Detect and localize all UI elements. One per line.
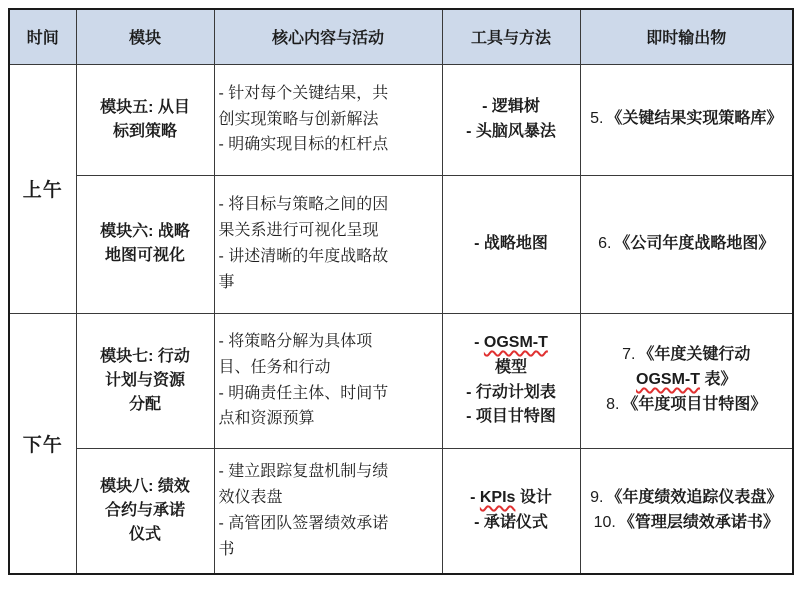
tool-item <box>447 331 576 356</box>
module-5-outputs <box>580 64 793 175</box>
output-title: 《管理层绩效承诺书》 <box>618 513 779 531</box>
module-7-line-3: 分配 <box>128 395 161 413</box>
module-7-tools <box>442 313 580 448</box>
content-line: - 明确实现目标的杠杆点 <box>218 136 389 154</box>
output-number: 9. <box>590 488 604 506</box>
row-module-7 <box>9 313 793 448</box>
tool-item: - 战略地图 <box>474 234 548 252</box>
tool-item: - 逻辑树 <box>482 97 540 115</box>
module-6-outputs <box>580 175 793 313</box>
header-row <box>9 9 793 64</box>
tool-item: - 行动计划表 <box>466 383 556 401</box>
content-line: 效仪表盘 <box>218 488 283 506</box>
tool-rest: 设计 <box>515 488 552 506</box>
content-line: 书 <box>218 540 235 558</box>
output-item <box>585 486 789 511</box>
header-outputs: 即时输出物 <box>580 9 793 64</box>
content-line: - 将策略分解为具体项 <box>218 332 373 350</box>
tool-item: - 承诺仪式 <box>474 513 548 531</box>
module-6-tools <box>442 175 580 313</box>
module-8-line-3: 仪式 <box>128 525 161 543</box>
output-title: 《年度绩效追踪仪表盘》 <box>606 488 783 506</box>
tool-kpis-misspell: KPIs <box>479 488 516 506</box>
content-line: 目、任务和行动 <box>218 358 331 376</box>
row-module-8 <box>9 448 793 574</box>
output-number: 5. <box>590 110 604 128</box>
module-5-line-1: 模块五: 从目 <box>100 98 190 116</box>
tool-dash: - <box>470 488 480 506</box>
module-6-content <box>214 175 442 313</box>
row-module-6 <box>9 175 793 313</box>
workshop-agenda-table <box>8 8 794 575</box>
module-5-content <box>214 64 442 175</box>
output-title: 《公司年度战略地图》 <box>614 234 775 252</box>
module-7-outputs <box>580 313 793 448</box>
content-line: - 建立跟踪复盘机制与绩 <box>218 462 389 480</box>
output-title: 《年度关键行动 <box>638 346 751 364</box>
module-7-content <box>214 313 442 448</box>
content-line: - 讲述清晰的年度战略故 <box>218 248 389 265</box>
module-6-line-2: 地图可视化 <box>104 247 185 264</box>
output-item <box>585 107 789 132</box>
time-cell-afternoon: 下午 <box>9 313 76 574</box>
output-title-rest: 表》 <box>700 371 737 389</box>
content-line: 事 <box>218 273 235 291</box>
module-8-line-1: 模块八: 绩效 <box>100 477 190 495</box>
output-item <box>585 511 789 536</box>
content-line: 果关系进行可视化呈现 <box>218 222 379 240</box>
content-line: - 针对每个关键结果，共 <box>218 84 389 102</box>
module-6-name <box>76 175 214 313</box>
header-time: 时间 <box>9 9 76 64</box>
tool-item <box>447 486 576 511</box>
module-5-tools <box>442 64 580 175</box>
output-title: 《年度项目甘特图》 <box>622 395 767 413</box>
output-number: 7. <box>622 346 636 364</box>
tool-ogsmt-misspell: OGSM-T <box>483 333 548 351</box>
header-module: 模块 <box>76 9 214 64</box>
tool-item-line2: 模型 <box>494 358 527 376</box>
header-tools: 工具与方法 <box>442 9 580 64</box>
module-6-line-1: 模块六: 战略 <box>100 223 190 240</box>
content-line: 点和资源预算 <box>218 410 315 428</box>
output-item <box>585 232 789 257</box>
module-7-line-1: 模块七: 行动 <box>100 347 190 365</box>
output-item <box>585 343 789 368</box>
module-7-name <box>76 313 214 448</box>
module-7-line-2: 计划与资源 <box>104 371 185 389</box>
tool-dash: - <box>474 333 484 351</box>
output-number: 8. <box>606 395 620 413</box>
content-line: 创实现策略与创新解法 <box>218 110 379 128</box>
content-line: - 将目标与策略之间的因 <box>218 196 389 214</box>
output-number: 6. <box>598 234 612 252</box>
tool-item: - 项目甘特图 <box>466 408 556 426</box>
module-8-content <box>214 448 442 574</box>
content-line: - 明确责任主体、时间节 <box>218 384 389 402</box>
module-5-name <box>76 64 214 175</box>
module-8-tools <box>442 448 580 574</box>
output-item-line2 <box>585 368 789 393</box>
time-cell-morning: 上午 <box>9 64 76 313</box>
row-module-5 <box>9 64 793 175</box>
content-line: - 高管团队签署绩效承诺 <box>218 514 389 532</box>
header-content: 核心内容与活动 <box>214 9 442 64</box>
module-5-line-2: 标到策略 <box>112 122 177 140</box>
module-8-name <box>76 448 214 574</box>
output-ogsmt-misspell: OGSM-T <box>636 371 701 389</box>
module-8-line-2: 合约与承诺 <box>104 501 185 519</box>
output-number: 10. <box>593 513 616 531</box>
output-item <box>585 393 789 418</box>
output-title: 《关键结果实现策略库》 <box>606 110 783 128</box>
module-8-outputs <box>580 448 793 574</box>
tool-item: - 头脑风暴法 <box>466 122 556 140</box>
